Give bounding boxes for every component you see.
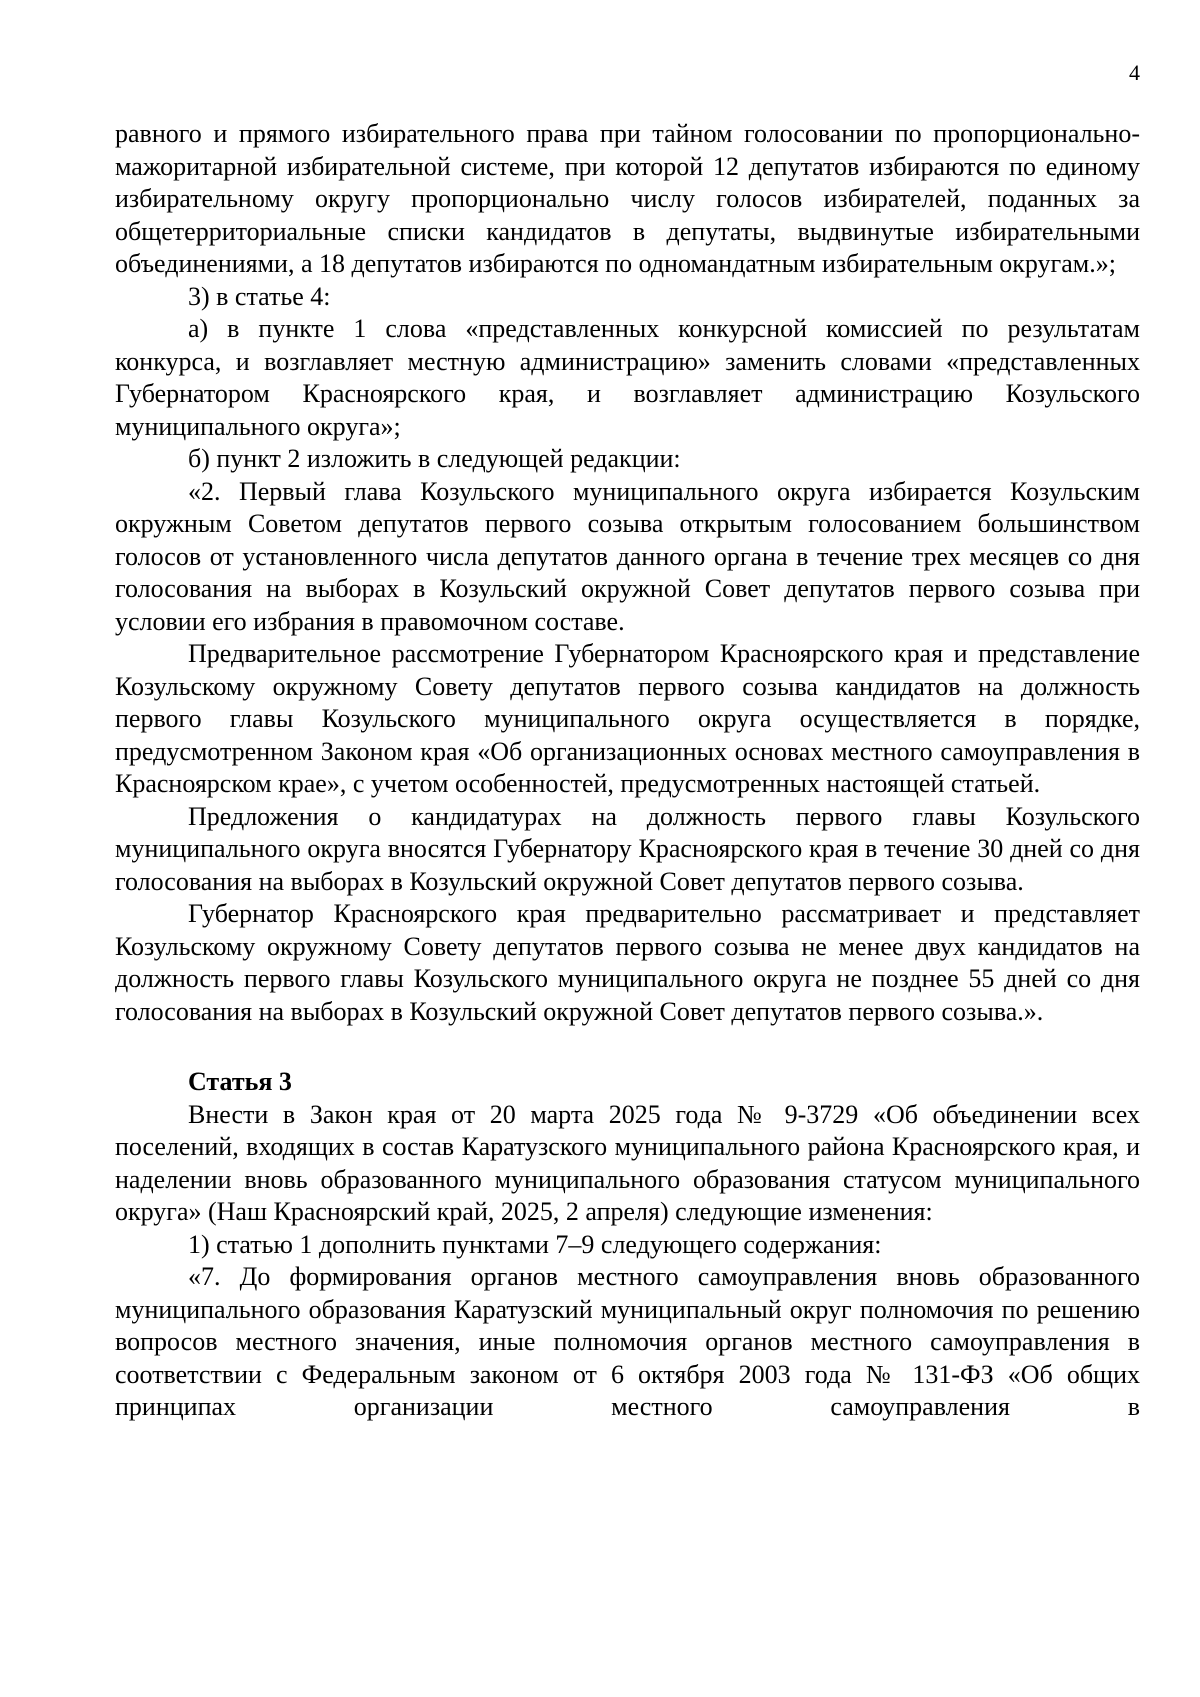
document-body: [115, 118, 1140, 1424]
paragraph: Губернатор Красноярского края предварительно рассматривает и представляет Козульскому окружному Совету депутатов первого созыва не менее двух кандидатов на должность первого главы Козульского муниципального округа не позднее 55 дней со дня голосования на выборах в Козульский окружной Совет депутатов первого созыва.».: [115, 899, 1140, 1026]
paragraph: равного и прямого избирательного права при тайном голосовании по пропорционально-мажоритарной избирательной системе, при которой 12 депутатов избираются по единому избирательному округу пропорционально числу голосов избирателей, поданных за общетерриториальные списки кандидатов в депутаты, выдвинутые избирательными объединениями, а 18 депутатов избираются по одномандатным избирательным округам.»;: [115, 119, 1140, 278]
paragraph: 1) статью 1 дополнить пунктами 7–9 следующего содержания:: [188, 1229, 882, 1259]
paragraph: «7. До формирования органов местного самоуправления вновь образованного муниципального образования Каратузский муниципальный округ полномочия по решению вопросов местного значения, иные полномочия органов местного самоуправления в соответствии с Федеральным законом от 6 октября 2003 года № 131-ФЗ «Об общих принципах организации местного самоуправления в: [115, 1262, 1140, 1421]
paragraph: б) пункт 2 изложить в следующей редакции:: [188, 444, 681, 473]
paragraph: Предложения о кандидатурах на должность первого главы Козульского муниципального округа вносятся Губернатору Красноярского края в течение 30 дней со дня голосования на выборах в Козульский окружной Совет депутатов первого созыва.: [115, 801, 1140, 896]
paragraph: «2. Первый глава Козульского муниципального округа избирается Козульским окружным Советом депутатов первого созыва открытым голосованием большинством голосов от установленного числа депутатов данного органа в течение трех месяцев со дня голосования на выборах в Козульский окружной Совет депутатов первого созыва при условии его избрания в правомочном составе.: [115, 476, 1140, 636]
paragraph: Предварительное рассмотрение Губернатором Красноярского края и представление Козульскому окружному Совету депутатов первого созыва кандидатов на должность первого главы Козульского муниципального округа осуществляется в порядке, предусмотренном Законом края «Об организационных основах местного самоуправления в Красноярском крае», с учетом особенностей, предусмотренных настоящей статьей.: [115, 639, 1140, 798]
paragraph: а) в пункте 1 слова «представленных конкурсной комиссией по результатам конкурса, и возглавляет местную администрацию» заменить словами «представленных Губернатором Красноярского края, и возглавляет администрацию Козульского муниципального округа»;: [115, 314, 1140, 441]
page-number: 4: [1129, 60, 1140, 85]
paragraph: 3) в статье 4:: [188, 281, 331, 311]
paragraph: Внести в Закон края от 20 марта 2025 года № 9-3729 «Об объединении всех поселений, входящих в состав Каратузского муниципального района Красноярского края, и наделении вновь образованного муниципального образования статусом муниципального округа» (Наш Красноярский край, 2025, 2 апреля) следующие изменения:: [115, 1099, 1140, 1226]
article-heading: Статья 3: [188, 1067, 292, 1096]
